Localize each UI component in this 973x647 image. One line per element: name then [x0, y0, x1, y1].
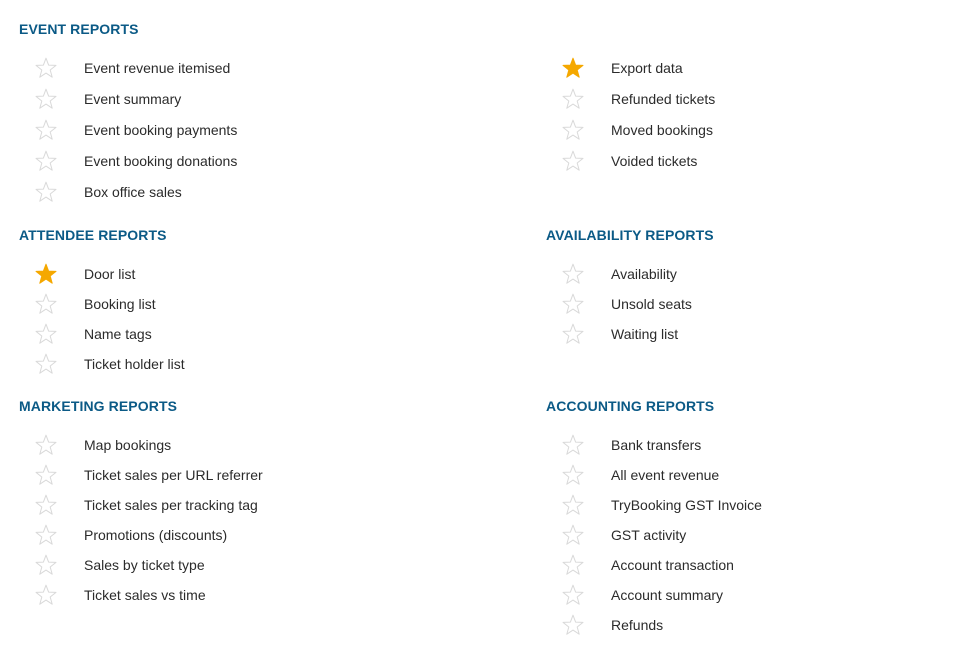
- report-link[interactable]: Map bookings: [84, 437, 172, 453]
- report-link[interactable]: Bank transfers: [611, 437, 702, 453]
- star-outline-icon[interactable]: [34, 87, 58, 111]
- report-link[interactable]: Unsold seats: [611, 296, 692, 312]
- report-item: [19, 493, 439, 517]
- report-item: [19, 463, 439, 487]
- report-item: [19, 118, 439, 142]
- star-outline-icon[interactable]: [561, 87, 585, 111]
- report-item: [19, 56, 439, 80]
- report-link[interactable]: Event booking donations: [84, 153, 238, 169]
- report-item: [19, 523, 439, 547]
- report-item: [19, 180, 439, 204]
- star-outline-icon[interactable]: [561, 463, 585, 487]
- report-item: [19, 87, 439, 111]
- star-outline-icon[interactable]: [561, 322, 585, 346]
- star-outline-icon[interactable]: [561, 493, 585, 517]
- report-link[interactable]: Name tags: [84, 326, 152, 342]
- report-link[interactable]: Refunded tickets: [611, 91, 716, 107]
- report-link[interactable]: Account summary: [611, 587, 724, 603]
- star-outline-icon[interactable]: [561, 149, 585, 173]
- report-link[interactable]: Event summary: [84, 91, 182, 107]
- report-item: [546, 553, 966, 577]
- report-item: [19, 262, 439, 286]
- star-outline-icon[interactable]: [34, 56, 58, 80]
- report-link[interactable]: Availability: [611, 266, 677, 282]
- report-link[interactable]: GST activity: [611, 527, 687, 543]
- report-item: [546, 523, 966, 547]
- star-outline-icon[interactable]: [34, 583, 58, 607]
- report-link[interactable]: Voided tickets: [611, 153, 698, 169]
- report-link[interactable]: Ticket sales vs time: [84, 587, 206, 603]
- star-outline-icon[interactable]: [34, 352, 58, 376]
- report-item: [546, 433, 966, 457]
- report-link[interactable]: TryBooking GST Invoice: [611, 497, 762, 513]
- star-outline-icon[interactable]: [561, 523, 585, 547]
- report-item: [19, 292, 439, 316]
- report-link[interactable]: Door list: [84, 266, 136, 282]
- star-outline-icon[interactable]: [561, 292, 585, 316]
- star-outline-icon[interactable]: [561, 433, 585, 457]
- star-outline-icon[interactable]: [561, 613, 585, 637]
- report-item: [546, 149, 966, 173]
- report-item: [546, 583, 966, 607]
- report-item: [19, 433, 439, 457]
- report-item: [19, 583, 439, 607]
- report-link[interactable]: All event revenue: [611, 467, 720, 483]
- report-link[interactable]: Account transaction: [611, 557, 734, 573]
- star-filled-icon[interactable]: [34, 262, 58, 286]
- report-item: [546, 118, 966, 142]
- report-link[interactable]: Booking list: [84, 296, 156, 312]
- report-item: [546, 262, 966, 286]
- report-link[interactable]: Promotions (discounts): [84, 527, 228, 543]
- star-filled-icon[interactable]: [561, 56, 585, 80]
- report-item: [19, 322, 439, 346]
- availability-reports-section: [546, 226, 966, 244]
- report-item: [546, 493, 966, 517]
- report-link[interactable]: Moved bookings: [611, 122, 713, 138]
- report-link[interactable]: Box office sales: [84, 184, 182, 200]
- report-link[interactable]: Sales by ticket type: [84, 557, 205, 573]
- report-item: [546, 463, 966, 487]
- star-outline-icon[interactable]: [561, 553, 585, 577]
- section-title: AVAILABILITY REPORTS: [546, 227, 714, 243]
- section-title: MARKETING REPORTS: [19, 398, 178, 414]
- section-title: ACCOUNTING REPORTS: [546, 398, 715, 414]
- availability-reports-list: [546, 262, 966, 352]
- report-item: [19, 149, 439, 173]
- report-link[interactable]: Event booking payments: [84, 122, 238, 138]
- star-outline-icon[interactable]: [561, 118, 585, 142]
- star-outline-icon[interactable]: [561, 262, 585, 286]
- attendee-reports-list: [19, 262, 439, 382]
- star-outline-icon[interactable]: [34, 149, 58, 173]
- report-link[interactable]: Event revenue itemised: [84, 60, 231, 76]
- report-item: [19, 553, 439, 577]
- report-link[interactable]: Ticket sales per tracking tag: [84, 497, 258, 513]
- star-outline-icon[interactable]: [34, 553, 58, 577]
- event-reports-col2: [546, 56, 966, 186]
- section-title: EVENT REPORTS: [19, 21, 139, 37]
- report-link[interactable]: Export data: [611, 60, 683, 76]
- report-link[interactable]: Refunds: [611, 617, 664, 633]
- attendee-reports-section: [19, 226, 439, 244]
- star-outline-icon[interactable]: [561, 583, 585, 607]
- section-title: ATTENDEE REPORTS: [19, 227, 167, 243]
- star-outline-icon[interactable]: [34, 118, 58, 142]
- report-item: [19, 352, 439, 376]
- report-item: [546, 292, 966, 316]
- star-outline-icon[interactable]: [34, 493, 58, 517]
- report-link[interactable]: Ticket sales per URL referrer: [84, 467, 263, 483]
- report-item: [546, 56, 966, 80]
- report-link[interactable]: Waiting list: [611, 326, 679, 342]
- star-outline-icon[interactable]: [34, 463, 58, 487]
- accounting-reports-section: [546, 397, 966, 415]
- star-outline-icon[interactable]: [34, 433, 58, 457]
- star-outline-icon[interactable]: [34, 292, 58, 316]
- star-outline-icon[interactable]: [34, 322, 58, 346]
- accounting-reports-list: [546, 433, 966, 643]
- marketing-reports-section: [19, 397, 439, 415]
- report-item: [546, 87, 966, 111]
- report-item: [546, 322, 966, 346]
- report-item: [546, 613, 966, 637]
- report-link[interactable]: Ticket holder list: [84, 356, 185, 372]
- star-outline-icon[interactable]: [34, 180, 58, 204]
- star-outline-icon[interactable]: [34, 523, 58, 547]
- event-reports-col1: [19, 56, 439, 216]
- marketing-reports-list: [19, 433, 439, 613]
